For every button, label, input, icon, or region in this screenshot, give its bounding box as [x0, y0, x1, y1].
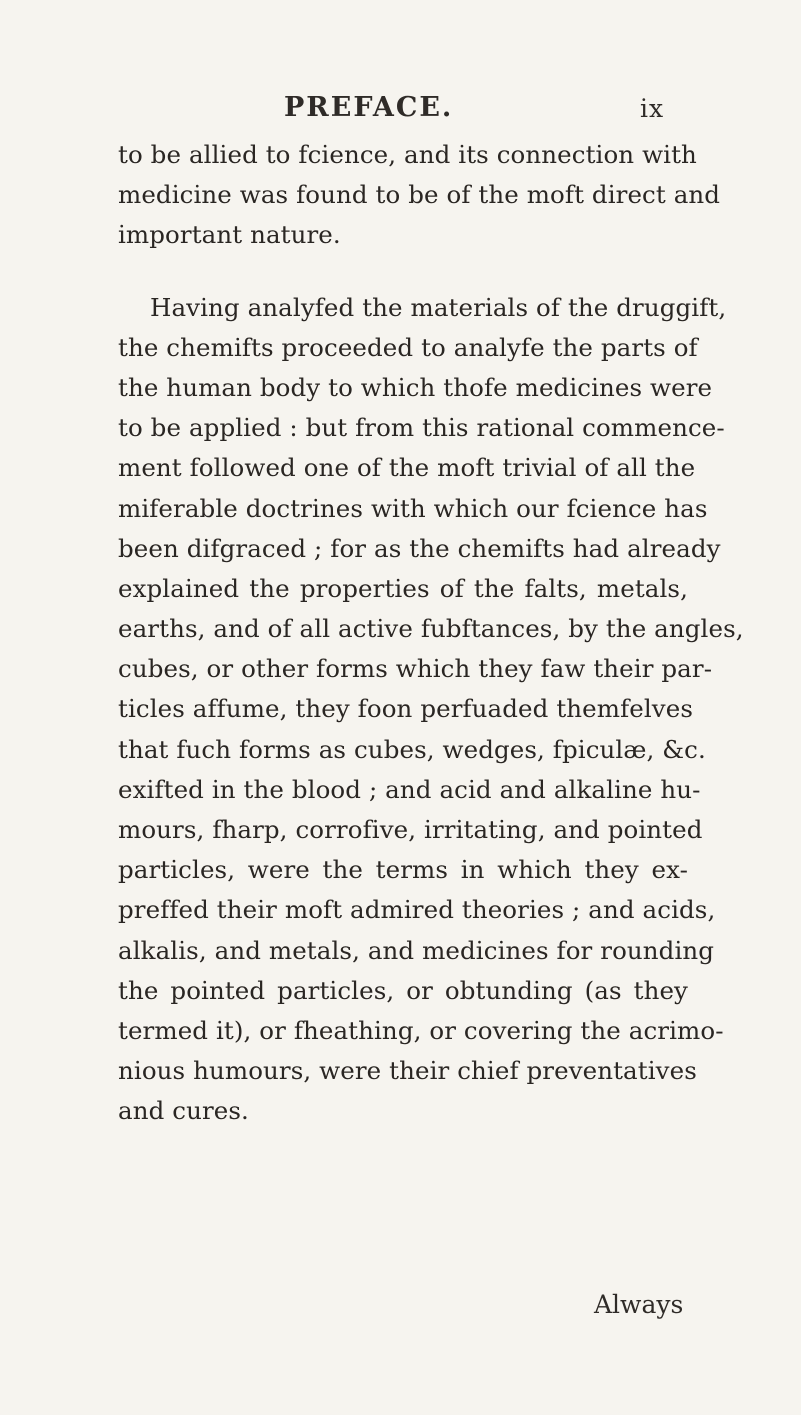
text-line: cubes, or other forms which they faw their par-: [118, 654, 713, 684]
text-line: the chemifts proceeded to analyfe the parts of: [118, 332, 698, 362]
text-line: preffed their moft admired theories ; and acids,: [118, 895, 716, 925]
text-line: particles, were the terms in which they ex-: [118, 855, 688, 885]
text-line: important nature.: [118, 220, 341, 250]
text-line: been difgraced ; for as the chemifts had already: [118, 533, 721, 563]
text-line: the human body to which thofe medicines were: [118, 372, 713, 402]
paragraph-gap: [118, 256, 688, 288]
running-head: [0, 92, 801, 132]
page-number: ix: [640, 94, 665, 123]
running-head-title: PREFACE.: [284, 92, 454, 123]
paragraph-2: [118, 288, 744, 1132]
text-line: termed it), or fheathing, or covering the acrimo-: [118, 1015, 724, 1045]
text-line: exifted in the blood ; and acid and alkaline hu-: [118, 774, 701, 804]
text-line: nious humours, were their chief preventatives: [118, 1056, 697, 1086]
text-line: to be applied : but from this rational commence-: [118, 413, 725, 443]
text-line: the pointed particles, or obtunding (as they: [118, 975, 688, 1005]
text-line: ment followed one of the moft trivial of all the: [118, 453, 696, 483]
text-line: that fuch forms as cubes, wedges, fpiculæ, &c.: [118, 734, 706, 764]
text-line: and cures.: [118, 1096, 249, 1126]
text-line: Having analyfed the materials of the druggift,: [150, 292, 727, 322]
text-line: mours, fharp, corrofive, irritating, and pointed: [118, 815, 703, 844]
catchword: Always: [594, 1290, 684, 1319]
text-line: alkalis, and metals, and medicines for rounding: [118, 935, 715, 965]
text-line: to be allied to fcience, and its connection with: [118, 140, 697, 169]
text-line: explained the properties of the falts, metals,: [118, 573, 688, 603]
text-line: earths, and of all active fubftances, by the angles,: [118, 614, 744, 644]
body-text: [118, 135, 744, 1132]
text-line: miferable doctrines with which our fcience has: [118, 493, 708, 523]
text-line: medicine was found to be of the moft direct and: [118, 180, 721, 210]
paragraph-1: [118, 135, 721, 256]
text-line: ticles affume, they foon perfuaded themfelves: [118, 694, 693, 724]
